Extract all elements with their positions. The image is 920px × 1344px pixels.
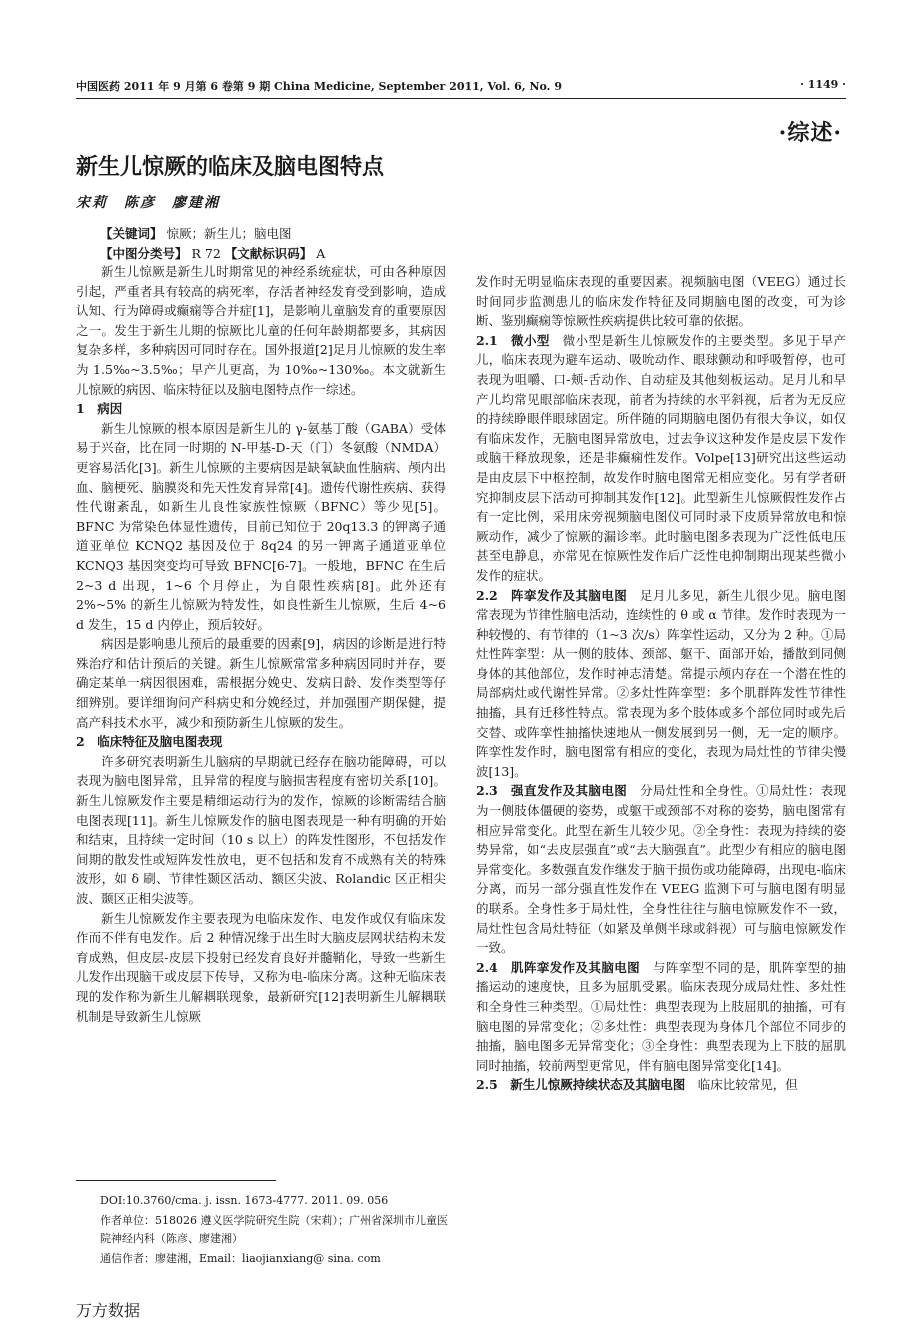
classification-line	[100, 244, 325, 262]
continued-paragraph: 发作时无明显临床表现的重要因素。视频脑电图（VEEG）通过长时间同步监测患儿的临床发作特征及同期脑电图的改变，可为诊断、鉴别癫痫等惊厥性疾病提供比较可靠的依据。	[476, 274, 846, 329]
running-header	[76, 78, 846, 94]
subsection-2-2-text: 足月儿多见，新生儿很少见。脑电图常表现为节律性脑电活动，连续性的 θ 或 α 节律。发作时表现为一种较慢的、有节律的（1~3 次/s）阵挛性运动，又分为 2 种。①局灶性阵挛型：从一侧的肢体、颈部、躯干、面部开始，播散到同侧身体的其他部位，发作时神志清楚。常提示颅内存在一个潜在性的局部病灶或代谢性异常。②多灶性阵挛型：多个肌群阵发性节律性抽搐，具有迁移性特点。常表现为多个肢体或多个部位同时或先后交替、或阵挛性抽搐快速地从一侧发展到另一侧，无一定的顺序。阵挛性发作时，脑电图常有相应的变化，表现为局灶性的节律尖慢波[13]。	[476, 587, 846, 779]
doi-footnote: DOI:10.3760/cma. j. issn. 1673-4777. 2011. 09. 056	[100, 1194, 389, 1207]
section-1-heading: 1 病因	[76, 401, 123, 417]
article-authors: 宋莉 陈彦 廖建湘	[76, 195, 220, 211]
subsection-2-5	[476, 1075, 846, 1095]
wanfang-brand: 万方数据	[76, 1301, 141, 1320]
subsection-2-4-text: 与阵挛型不同的是，肌阵挛型的抽搐运动的速度快，且多为屈肌受累。临床表现分成局灶性、多灶性和全身性三种类型。①局灶性：典型表现为上肢屈肌的抽搐，可有脑电图的异常变化；②多灶性：典型表现为身体几个部位不同步的抽搐，脑电图多无异常变化；③全身性：典型表现为上下肢的屈肌同时抽搐，较前两型更常见，伴有脑电图异常变化[14]。	[476, 959, 846, 1073]
doc-code-value: A	[316, 246, 326, 261]
etiology-paragraph-1: 新生儿惊厥的根本原因是新生儿的 γ-氨基丁酸（GABA）受体易于兴奋，比在同一时期的 N-甲基-D-天（门）冬氨酸（NMDA）更容易活化[3]。新生儿惊厥的主要病因是缺氧缺血性脑病、颅内出血、脑梗死、脑膜炎和先天性发育异常[4]。遗传代谢性疾病、获得性代谢紊乱，如新生儿良性家族性惊厥（BFNC）等少见[5]。BFNC 为常染色体显性遗传，目前已知位于 20q13.3 的钾离子通道亚单位 KCNQ2 基因及位于 8q24 的另一钾离子通道亚单位 KCNQ3 基因突变均可导致 BFNC[6-7]。一般地，BFNC 在生后 2~3 d 出现，1~6 个月停止，为自限性疾病[8]。此外还有 2%~5% 的新生儿惊厥为特发性，如良性新生儿惊厥，生后 4~6 d 发生，15 d 内停止，预后较好。	[76, 420, 446, 632]
etiology-paragraph-2: 病因是影响患儿预后的最重要的因素[9]，病因的诊断是进行特殊治疗和估计预后的关键。新生儿惊厥常常多种病因同时并存，要确定某单一病因很困难，需根据分娩史、发病日龄、发作类型等仔细辨别。要详细询问产科病史和分娩经过，并加强围产期保健，提高产科技术水平，减少和预防新生儿惊厥的发生。	[76, 636, 446, 730]
section-tag: ·综述·	[778, 120, 842, 146]
subsection-2-2-label: 2.2 阵挛发作及其脑电图	[476, 587, 628, 603]
subsection-2-4	[476, 958, 846, 1076]
subsection-2-3-label: 2.3 强直发作及其脑电图	[476, 783, 628, 799]
section-2-heading: 2 临床特征及脑电图表现	[76, 734, 223, 750]
left-column	[76, 262, 446, 1026]
subsection-2-3-text: 分局灶性和全身性。①局灶性：表现为一侧肢体僵硬的姿势，或躯干或颈部不对称的姿势，脑电图常有相应异常变化。此型在新生儿较少见。②全身性：表现为持续的姿势异常，如“去皮层强直”或“去大脑强直”。此型少有相应的脑电图异常变化。多数强直发作继发于脑干损伤或功能障碍，出现电-临床分离，而另一部分强直性发作在 VEEG 监测下可与脑电图有明显的联系。全身性多于局灶性，全身性往往与脑电惊厥发作不一致，局灶性包含局灶特征（如紧及单侧半球或斜视）可与脑电惊厥发作一致。	[476, 783, 846, 956]
subsection-2-5-text: 临床比较常见，但	[697, 1077, 798, 1093]
keywords-line	[100, 224, 292, 242]
clinical-paragraph-1: 许多研究表明新生儿脑病的早期就已经存在脑功能障碍，可以表现为脑电图异常，且异常的程度与脑损害程度有密切关系[10]。新生儿惊厥发作主要是精细运动行为的发作，惊厥的诊断需结合脑电图表现[11]。新生儿惊厥发作的脑电图表现是一种有明确的开始和结束，且持续一定时间（10 s 以上）的阵发性图形，不包括发作间期的散发性或短阵发性放电，更不包括和发育不成熟有关的特殊波形，如 δ 刷、节律性颞区活动、额区尖波、Rolandic 区正相尖波、颞区正相尖波等。	[76, 753, 446, 906]
footnote-rule	[76, 1180, 276, 1181]
keywords-value: 惊厥；新生儿；脑电图	[166, 226, 292, 241]
subsection-2-3	[476, 781, 846, 957]
doc-code-label: 【文献标识码】	[224, 246, 313, 261]
intro-paragraph: 新生儿惊厥是新生儿时期常见的神经系统症状，可由各种原因引起，严重者具有较高的病死率，存活者神经发育受到影响，造成认知、行为障碍或癫痫等合并症[1]，是影响儿童脑发育的重要原因之一。发生于新生儿期的惊厥比儿童的任何年龄期都要多，其病因复杂多样，多种病因可同时存在。国外报道[2]足月儿惊厥的发生率为 1.5‰~3.5‰；早产儿更高，为 10‰~130‰。本文就新生儿惊厥的病因、临床特征以及脑电图特点作一综述。	[76, 264, 446, 397]
header-rule	[76, 98, 846, 99]
subsection-2-1-text: 微小型是新生儿惊厥发作的主要类型。多见于早产儿，临床表现为避车运动、吸吮动作、眼球颤动和呼吸暂停，也可表现为咀嚼、口-颊-舌动作、自动症及其他刻板运动。足月儿和早产儿均常见眼部临床表现，前者为持续的水平斜视，后者为无反应的持续睁眼伴眼球固定。所伴随的同期脑电图仍有很大争议，如仅有临床发作，无脑电图异常放电，过去争议这种发作是皮层下发作或脑干释放现象，还是非癫痫性发作。Volpe[13]研究出这些运动是由皮层下中枢控制，故发作时脑电图常无相应变化。另有学者研究抑制皮层下活动可抑制其发作[12]。此型新生儿惊厥假性发作占有一定比例，采用床旁视频脑电图仪可同时录下皮质异常放电和惊厥动作，减少了惊厥的漏诊率。此时脑电图多表现为广泛性低电压甚至电静息，亦常见在惊厥性发作后广泛性电抑制期出现某些微小发作的症状。	[476, 332, 846, 583]
subsection-2-1-label: 2.1 微小型	[476, 332, 550, 348]
classification-value: R 72	[191, 246, 221, 261]
subsection-2-2	[476, 586, 846, 782]
keywords-label: 【关键词】	[100, 226, 163, 241]
subsection-2-5-label: 2.5 新生儿惊厥持续状态及其脑电图	[476, 1077, 686, 1093]
correspondence-footnote: 通信作者：廖建湘，Email：liaojianxiang@ sina. com	[100, 1252, 381, 1265]
subsection-2-1	[476, 331, 846, 586]
classification-label: 【中图分类号】	[100, 246, 188, 261]
right-column	[476, 272, 846, 1095]
page-number: · 1149 ·	[800, 78, 846, 91]
journal-info: 中国医药 2011 年 9 月第 6 卷第 9 期 China Medicine, September 2011, Vol. 6, No. 9	[76, 80, 562, 93]
affiliation-footnote: 作者单位：518026 遵义医学院研究生院（宋莉）；广州省深圳市儿童医院神经内科（陈彦、廖建湘）	[100, 1214, 448, 1245]
subsection-2-4-label: 2.4 肌阵挛发作及其脑电图	[476, 959, 641, 975]
clinical-paragraph-2: 新生儿惊厥发作主要表现为电临床发作、电发作或仅有临床发作而不伴有电发作。后 2 种情况缘于出生时大脑皮层网状结构未发育成熟，但皮层-皮层下投射已经发育良好并髓鞘化，导致一些新生儿发作出现脑干或皮层下传导，又称为电-临床分离。这种无临床表现的发作称为新生儿解耦联现象，最新研究[12]表明新生儿解耦联机制是导致新生儿惊厥	[76, 910, 446, 1024]
article-title: 新生儿惊厥的临床及脑电图特点	[76, 154, 385, 180]
